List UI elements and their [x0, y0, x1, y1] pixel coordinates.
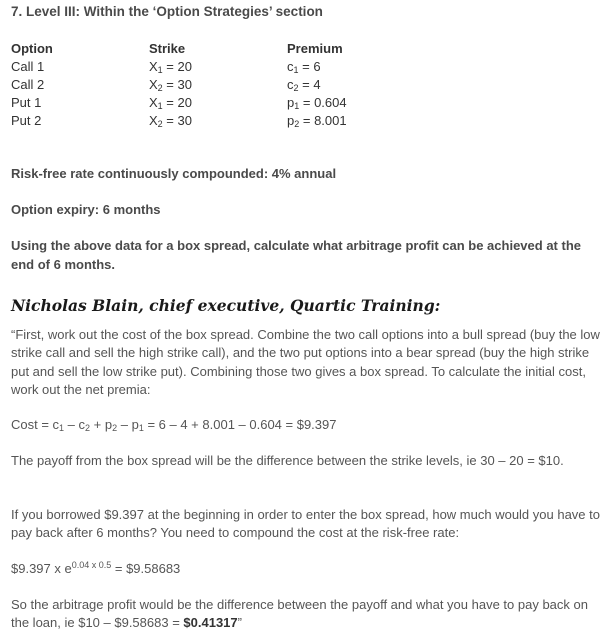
header-premium: Premium [287, 40, 343, 56]
table-header-row [11, 39, 407, 57]
option-name: Call 1 [11, 58, 45, 74]
options-table [11, 39, 407, 129]
premium-cell: $p_2 = 8.001$ [287, 112, 347, 129]
strike-cell: $X_1 = 20$ [149, 58, 192, 75]
table-row [11, 111, 407, 129]
cost-formula: Cost = $c_1 - c_2 + p_2 - p_1 = 6 - 4 + 8.001 - 0.604$ = $9.397 [11, 417, 337, 433]
strike-cell: $X_1 = 20$ [149, 94, 192, 111]
premium-cell: $c_2 = 4$ [287, 76, 321, 93]
option-name: Call 2 [11, 76, 45, 92]
strike-cell: $X_2 = 30$ [149, 76, 192, 93]
risk-free-rate: Risk-free rate continuously compounded: 4% annual [11, 166, 337, 181]
premium-cell: $c_1 = 6$ [287, 58, 321, 75]
answer-paragraph-payoff: The payoff from the box spread will be the difference between the strike levels, ie 30 – 20 = $10. [11, 453, 564, 468]
strike-cell: $X_2 = 30$ [149, 112, 192, 129]
option-name: Put 1 [11, 94, 42, 110]
answer-paragraph-intro: “First, work out the cost of the box spread. Combine the two call options into a bull spread (buy the low strike call and sell the high strike call), and the two put options into a bear spread (buy the high strike put and sell the low strike put). Combining those two gives a box spread. To calculate the initial cost, work out the net premia: [11, 327, 600, 397]
premium-cell: $p_1 = 0.604$ [287, 94, 347, 111]
table-row [11, 57, 407, 75]
table-row [11, 93, 407, 111]
table-row [11, 75, 407, 93]
answer-paragraph-profit: So the arbitrage profit would be the difference between the payoff and what you have to pay back on the loan, ie $10 – $9.58683 = $0.41317” [11, 597, 588, 631]
profit-result: $0.41317 [183, 615, 238, 631]
compound-formula: $9.397 x $e^{0.04 x 0.5}$ = $9.58683 [11, 560, 181, 576]
speaker-heading: Nicholas Blain, chief executive, Quartic Training: [11, 296, 441, 315]
header-strike: Strike [149, 40, 186, 56]
header-option: Option [11, 40, 53, 56]
question-text: Using the above data for a box spread, calculate what arbitrage profit can be achieved at the end of 6 months. [11, 238, 581, 272]
answer-paragraph-borrow: If you borrowed $9.397 at the beginning in order to enter the box spread, how much would you have to pay back after 6 months? You need to compound the cost at the risk-free rate: [11, 507, 600, 541]
question-title: 7. Level III: Within the ‘Option Strategies’ section [11, 4, 323, 19]
option-expiry: Option expiry: 6 months [11, 202, 161, 217]
option-name: Put 2 [11, 112, 42, 128]
